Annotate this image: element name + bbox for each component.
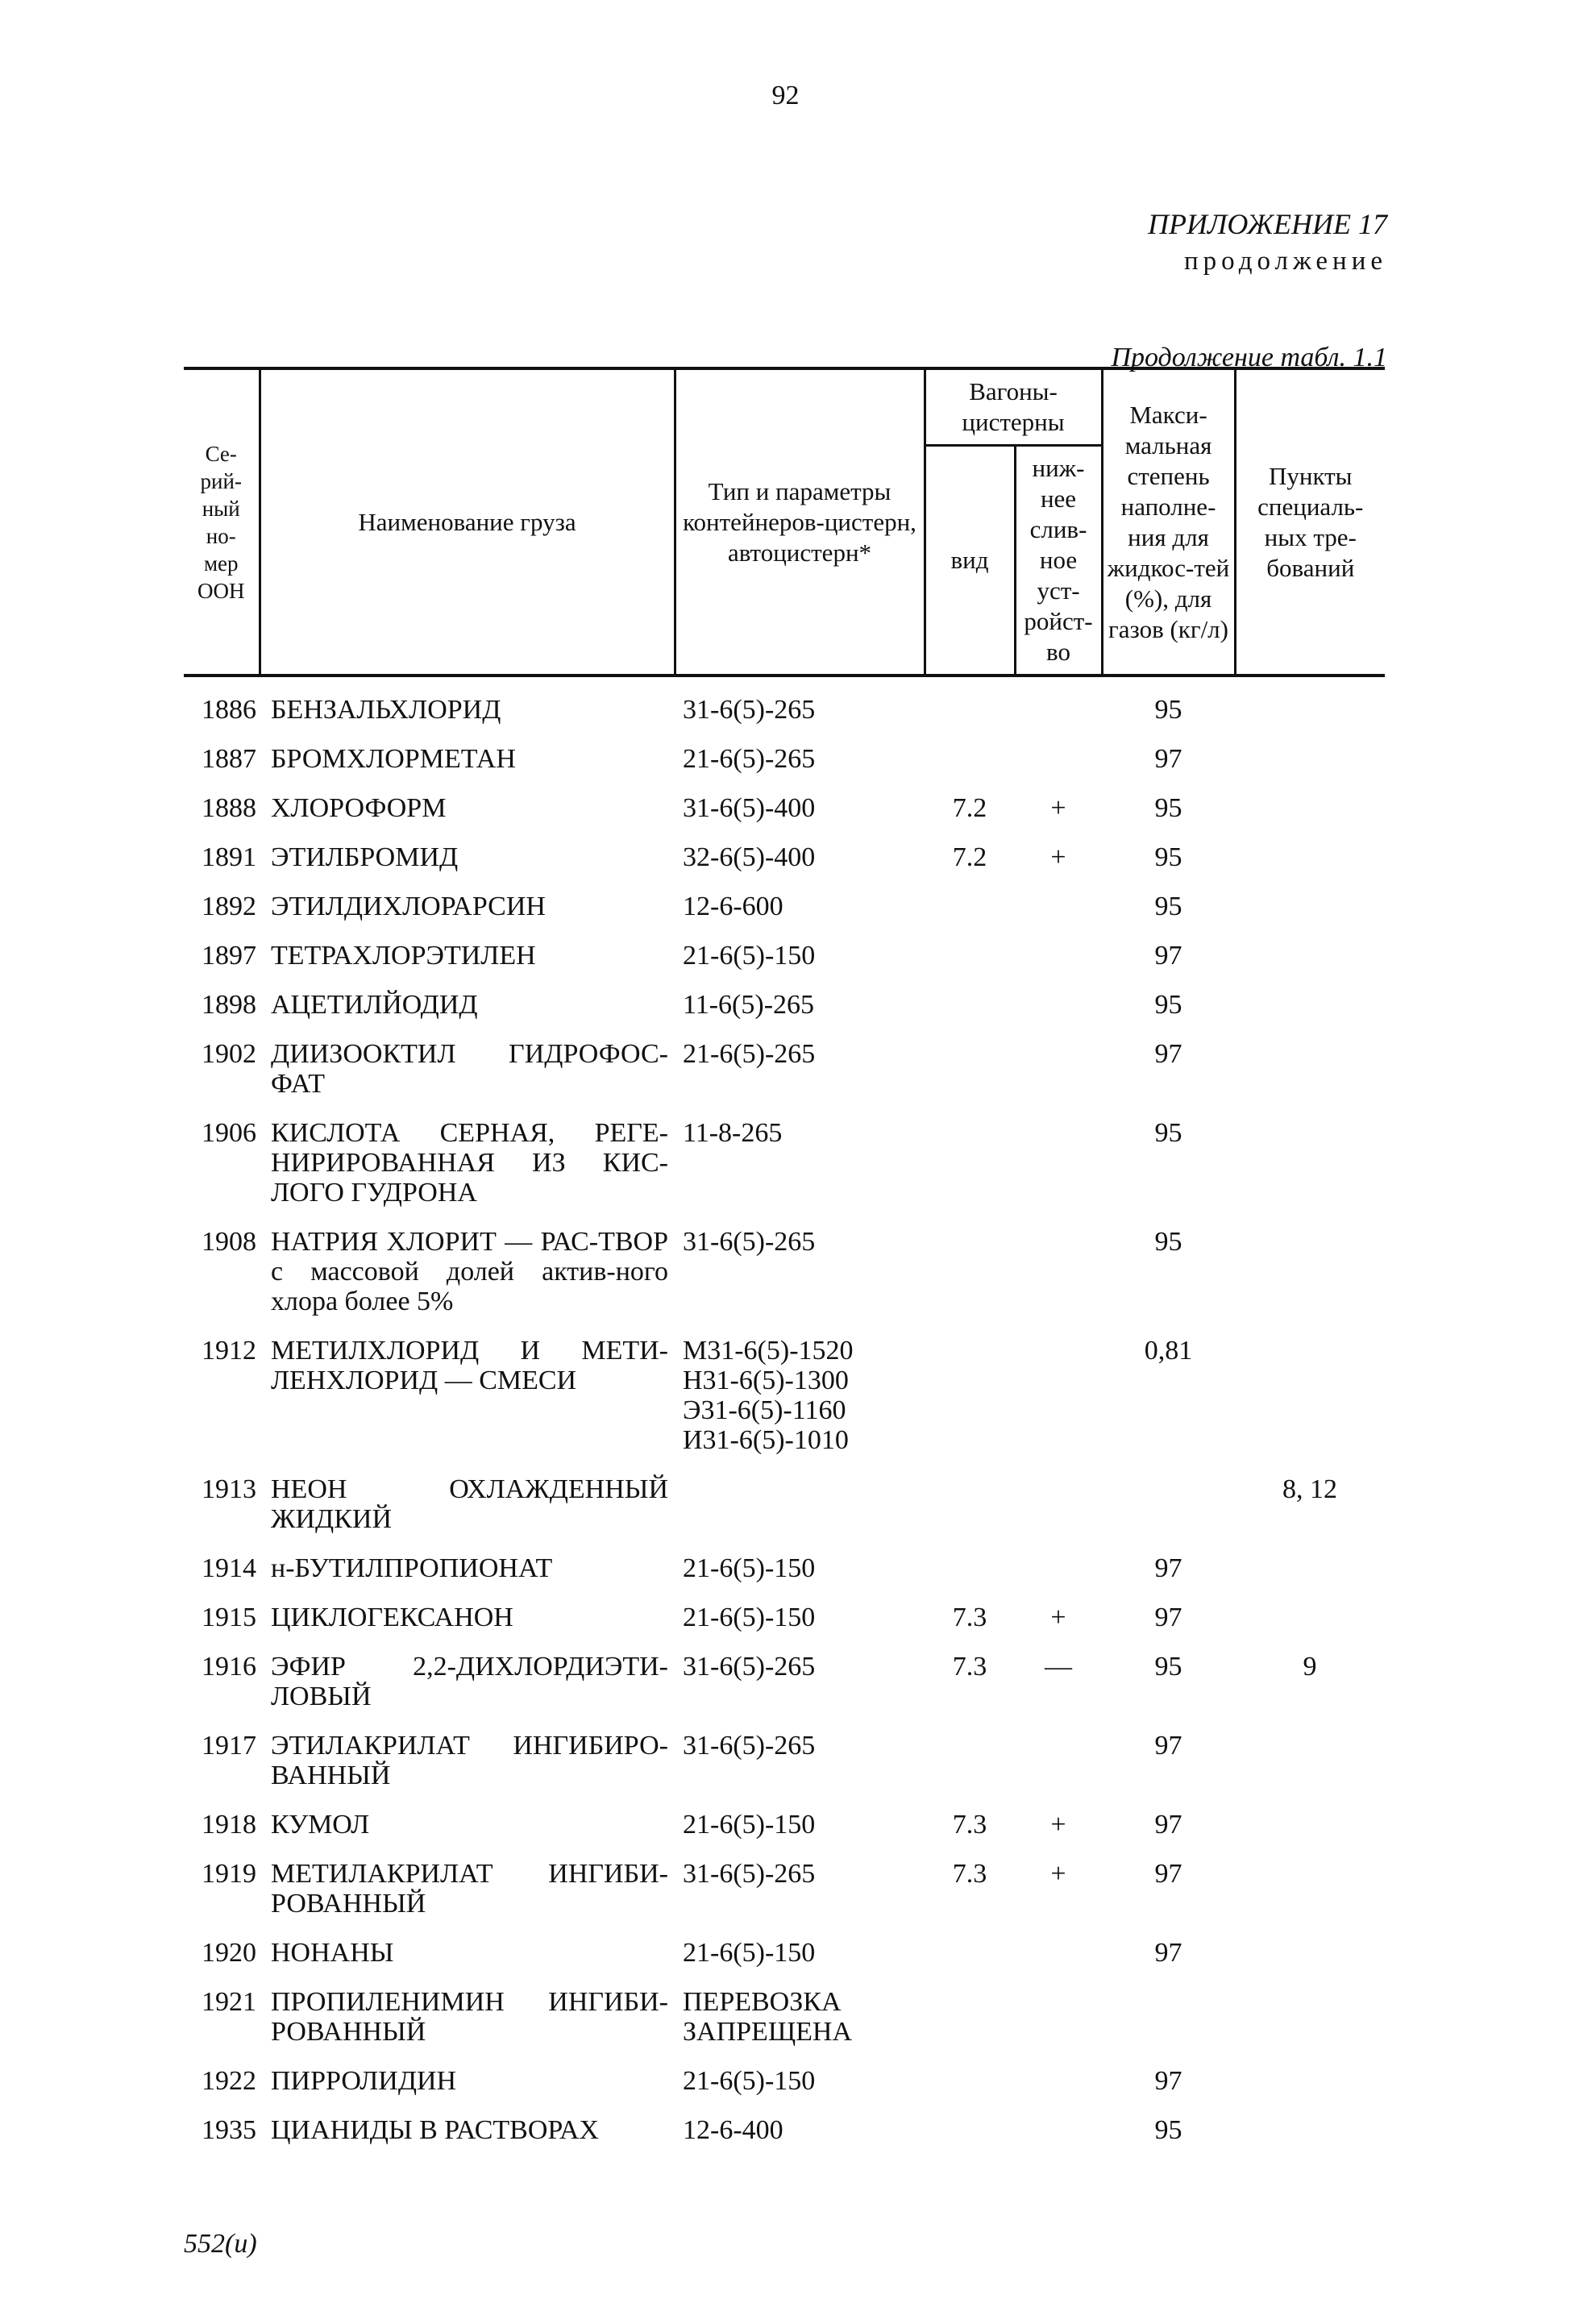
cell-cargo-name: НЕОН ОХЛАЖДЕННЫЙ ЖИДКИЙ bbox=[271, 1474, 668, 1534]
cell-wagon-kind: 7.3 bbox=[952, 1810, 987, 1840]
cell-container-type: ПЕРЕВОЗКА ЗАПРЕЩЕНА bbox=[683, 1987, 852, 2047]
cell-cargo-name: ТЕТРАХЛОРЭТИЛЕН bbox=[271, 941, 536, 971]
cargo-table bbox=[184, 367, 1385, 2154]
cell-container-type: 21-6(5)-150 bbox=[683, 1938, 816, 1968]
cell-max-fill: 97 bbox=[1154, 1553, 1182, 1583]
cell-cargo-name: ЭТИЛАКРИЛАТ ИНГИБИРО-ВАННЫЙ bbox=[271, 1731, 668, 1790]
cell-cargo-name: БЕНЗАЛЬХЛОРИД bbox=[271, 695, 501, 725]
cell-bottom-drain bbox=[1015, 1108, 1102, 1216]
cell-bottom-drain bbox=[1015, 1464, 1102, 1543]
cell-max-fill: 97 bbox=[1154, 2066, 1182, 2096]
cell-cargo-name: БРОМХЛОРМЕТАН bbox=[271, 744, 516, 774]
table-row bbox=[184, 2056, 1385, 2105]
cell-max-fill bbox=[1102, 1464, 1235, 1543]
table-row bbox=[184, 1592, 1385, 1641]
cell-wagon-kind bbox=[925, 1927, 1015, 1977]
cell-container-type: 21-6(5)-265 bbox=[683, 1039, 816, 1069]
cell-container-type: 31-6(5)-265 bbox=[683, 1731, 816, 1761]
header-special-requirements: Пункты специаль-ных тре-бований bbox=[1235, 368, 1385, 676]
cell-special-requirements bbox=[1235, 1029, 1385, 1108]
page-number: 92 bbox=[771, 81, 800, 110]
cell-special-requirements bbox=[1235, 783, 1385, 832]
cell-wagon-kind bbox=[925, 979, 1015, 1029]
cell-max-fill: 95 bbox=[1154, 2115, 1182, 2145]
cell-serial-number: 1913 bbox=[202, 1474, 256, 1504]
cell-bottom-drain bbox=[1015, 1325, 1102, 1464]
header-container-type: Тип и параметры контейнеров-цистерн, автоцистерн* bbox=[675, 368, 925, 676]
table-row bbox=[184, 783, 1385, 832]
cell-cargo-name: ЭФИР 2,2-ДИХЛОРДИЭТИ-ЛОВЫЙ bbox=[271, 1652, 668, 1711]
cell-bottom-drain: + bbox=[1050, 1603, 1066, 1632]
cell-special-requirements bbox=[1235, 1977, 1385, 2056]
cell-serial-number: 1892 bbox=[202, 892, 256, 921]
cell-container-type: 21-6(5)-150 bbox=[683, 2066, 816, 2096]
appendix-header bbox=[1148, 206, 1387, 280]
header-kind: вид bbox=[925, 446, 1015, 676]
table-row bbox=[184, 1641, 1385, 1720]
cell-special-requirements bbox=[1235, 930, 1385, 979]
cell-container-type: 21-6(5)-265 bbox=[683, 744, 816, 774]
cell-wagon-kind bbox=[925, 1029, 1015, 1108]
cell-container-type: 32-6(5)-400 bbox=[683, 842, 816, 872]
cell-special-requirements bbox=[1235, 2105, 1385, 2154]
cell-max-fill bbox=[1102, 1977, 1235, 2056]
footer-code: 552(и) bbox=[184, 2229, 257, 2259]
cell-max-fill: 95 bbox=[1154, 1652, 1182, 1682]
cell-cargo-name: ПРОПИЛЕНИМИН ИНГИБИ-РОВАННЫЙ bbox=[271, 1987, 668, 2047]
table-row bbox=[184, 1977, 1385, 2056]
cell-bottom-drain bbox=[1015, 930, 1102, 979]
cell-bottom-drain bbox=[1015, 676, 1102, 734]
table-row bbox=[184, 1216, 1385, 1325]
cell-bottom-drain bbox=[1015, 734, 1102, 783]
table-row bbox=[184, 1325, 1385, 1464]
cell-wagon-kind bbox=[925, 1325, 1015, 1464]
cell-bottom-drain bbox=[1015, 1720, 1102, 1799]
cell-wagon-kind bbox=[925, 930, 1015, 979]
cell-container-type: 21-6(5)-150 bbox=[683, 1603, 816, 1632]
cell-wagon-kind bbox=[925, 1108, 1015, 1216]
table-row bbox=[184, 1029, 1385, 1108]
cell-wagon-kind bbox=[925, 734, 1015, 783]
cell-max-fill: 97 bbox=[1154, 1938, 1182, 1968]
cell-container-type bbox=[675, 1464, 925, 1543]
cell-serial-number: 1914 bbox=[202, 1553, 256, 1583]
cell-serial-number: 1917 bbox=[202, 1731, 256, 1761]
cell-wagon-kind: 7.2 bbox=[952, 842, 987, 872]
table-row bbox=[184, 979, 1385, 1029]
cell-cargo-name: н-БУТИЛПРОПИОНАТ bbox=[271, 1553, 553, 1583]
cell-special-requirements bbox=[1235, 979, 1385, 1029]
header-max-fill: Макси-мальная степень наполне-ния для жидкос-тей (%), для газов (кг/л) bbox=[1102, 368, 1235, 676]
cell-max-fill: 0,81 bbox=[1144, 1336, 1193, 1366]
cell-bottom-drain bbox=[1015, 1216, 1102, 1325]
table-row bbox=[184, 1848, 1385, 1927]
cell-cargo-name: ПИРРОЛИДИН bbox=[271, 2066, 457, 2096]
table-row bbox=[184, 832, 1385, 881]
table-row bbox=[184, 1108, 1385, 1216]
cell-cargo-name: НОНАНЫ bbox=[271, 1938, 394, 1968]
table-row bbox=[184, 1799, 1385, 1848]
appendix-title: ПРИЛОЖЕНИЕ 17 bbox=[1148, 208, 1387, 240]
cell-wagon-kind bbox=[925, 1464, 1015, 1543]
cell-wagon-kind bbox=[925, 1977, 1015, 2056]
cell-bottom-drain: + bbox=[1050, 1859, 1066, 1889]
cell-cargo-name: ЦИКЛОГЕКСАНОН bbox=[271, 1603, 513, 1632]
cell-container-type: 31-6(5)-265 bbox=[683, 695, 816, 725]
cell-serial-number: 1888 bbox=[202, 793, 256, 823]
cell-wagon-kind bbox=[925, 1720, 1015, 1799]
cell-special-requirements bbox=[1235, 734, 1385, 783]
cell-cargo-name: КУМОЛ bbox=[271, 1810, 370, 1840]
cell-max-fill: 95 bbox=[1154, 695, 1182, 725]
cell-cargo-name: МЕТИЛАКРИЛАТ ИНГИБИ-РОВАННЫЙ bbox=[271, 1859, 668, 1919]
cell-serial-number: 1886 bbox=[202, 695, 256, 725]
header-cargo-name: Наименование груза bbox=[260, 368, 675, 676]
cell-container-type: 31-6(5)-400 bbox=[683, 793, 816, 823]
appendix-subtitle: продолжение bbox=[1183, 247, 1387, 276]
cell-serial-number: 1906 bbox=[202, 1118, 256, 1148]
cell-serial-number: 1920 bbox=[202, 1938, 256, 1968]
cell-max-fill: 95 bbox=[1154, 1118, 1182, 1148]
cell-wagon-kind: 7.3 bbox=[952, 1859, 987, 1889]
cell-special-requirements bbox=[1235, 2056, 1385, 2105]
cell-serial-number: 1922 bbox=[202, 2066, 256, 2096]
cell-wagon-kind bbox=[925, 881, 1015, 930]
cell-cargo-name: НАТРИЯ ХЛОРИТ — РАС-ТВОР с массовой долей актив-ного хлора более 5% bbox=[271, 1227, 668, 1316]
cell-special-requirements bbox=[1235, 832, 1385, 881]
cell-container-type: 21-6(5)-150 bbox=[683, 941, 816, 971]
cell-bottom-drain: — bbox=[1045, 1652, 1072, 1682]
cell-bottom-drain bbox=[1015, 1543, 1102, 1592]
cell-special-requirements bbox=[1235, 1927, 1385, 1977]
table-row bbox=[184, 1927, 1385, 1977]
cell-cargo-name: ЭТИЛБРОМИД bbox=[271, 842, 459, 872]
table-row bbox=[184, 1543, 1385, 1592]
cell-special-requirements: 9 bbox=[1303, 1652, 1317, 1682]
cell-bottom-drain bbox=[1015, 979, 1102, 1029]
cell-container-type: 11-8-265 bbox=[683, 1118, 783, 1148]
cell-cargo-name: КИСЛОТА СЕРНАЯ, РЕГЕ-НИРИРОВАННАЯ ИЗ КИС-ЛОГО ГУДРОНА bbox=[271, 1118, 668, 1208]
cell-special-requirements bbox=[1235, 1848, 1385, 1927]
cell-bottom-drain bbox=[1015, 1977, 1102, 2056]
cell-serial-number: 1891 bbox=[202, 842, 256, 872]
cell-wagon-kind bbox=[925, 2105, 1015, 2154]
cell-container-type: 12-6-600 bbox=[683, 892, 783, 921]
cell-serial-number: 1897 bbox=[202, 941, 256, 971]
cell-max-fill: 95 bbox=[1154, 793, 1182, 823]
cell-container-type: 21-6(5)-150 bbox=[683, 1553, 816, 1583]
cell-container-type: М31-6(5)-1520 Н31-6(5)-1300 Э31-6(5)-1160 И31-6(5)-1010 bbox=[683, 1336, 854, 1455]
cell-cargo-name: МЕТИЛХЛОРИД И МЕТИ-ЛЕНХЛОРИД — СМЕСИ bbox=[271, 1336, 668, 1395]
cell-wagon-kind: 7.3 bbox=[952, 1652, 987, 1682]
cell-cargo-name: ЭТИЛДИХЛОРАРСИН bbox=[271, 892, 546, 921]
cell-bottom-drain bbox=[1015, 881, 1102, 930]
cell-serial-number: 1898 bbox=[202, 990, 256, 1020]
cell-container-type: 11-6(5)-265 bbox=[683, 990, 815, 1020]
cell-serial-number: 1887 bbox=[202, 744, 256, 774]
cell-container-type: 31-6(5)-265 bbox=[683, 1859, 816, 1889]
table-row bbox=[184, 881, 1385, 930]
cell-max-fill: 95 bbox=[1154, 842, 1182, 872]
table-body bbox=[184, 676, 1385, 2154]
cell-max-fill: 97 bbox=[1154, 941, 1182, 971]
cell-max-fill: 97 bbox=[1154, 1810, 1182, 1840]
cell-max-fill: 97 bbox=[1154, 1731, 1182, 1761]
cell-wagon-kind bbox=[925, 1216, 1015, 1325]
header-wagons: Вагоны-цистерны bbox=[925, 368, 1102, 446]
cell-container-type: 31-6(5)-265 bbox=[683, 1227, 816, 1257]
cell-serial-number: 1912 bbox=[202, 1336, 256, 1366]
cell-wagon-kind bbox=[925, 1543, 1015, 1592]
cell-serial-number: 1918 bbox=[202, 1810, 256, 1840]
cell-max-fill: 97 bbox=[1154, 1603, 1182, 1632]
cell-serial-number: 1921 bbox=[202, 1987, 256, 2017]
cell-cargo-name: ЦИАНИДЫ В РАСТВОРАХ bbox=[271, 2115, 600, 2145]
cell-wagon-kind: 7.2 bbox=[952, 793, 987, 823]
cell-max-fill: 97 bbox=[1154, 1859, 1182, 1889]
cell-serial-number: 1916 bbox=[202, 1652, 256, 1682]
cell-max-fill: 97 bbox=[1154, 1039, 1182, 1069]
table-row bbox=[184, 734, 1385, 783]
table-row bbox=[184, 930, 1385, 979]
table-continuation-label: Продолжение табл. 1.1 bbox=[1111, 343, 1387, 372]
cell-special-requirements bbox=[1235, 1108, 1385, 1216]
table-row bbox=[184, 1464, 1385, 1543]
cell-wagon-kind bbox=[925, 2056, 1015, 2105]
cell-container-type: 31-6(5)-265 bbox=[683, 1652, 816, 1682]
cell-max-fill: 95 bbox=[1154, 1227, 1182, 1257]
cell-special-requirements bbox=[1235, 1720, 1385, 1799]
cell-bottom-drain bbox=[1015, 2056, 1102, 2105]
cell-bottom-drain bbox=[1015, 1029, 1102, 1108]
table-row bbox=[184, 1720, 1385, 1799]
cell-bottom-drain: + bbox=[1050, 842, 1066, 872]
cell-serial-number: 1919 bbox=[202, 1859, 256, 1889]
cell-wagon-kind bbox=[925, 676, 1015, 734]
cell-max-fill: 95 bbox=[1154, 892, 1182, 921]
cell-wagon-kind: 7.3 bbox=[952, 1603, 987, 1632]
cell-container-type: 21-6(5)-150 bbox=[683, 1810, 816, 1840]
cell-special-requirements bbox=[1235, 676, 1385, 734]
cell-bottom-drain bbox=[1015, 1927, 1102, 1977]
cell-serial-number: 1915 bbox=[202, 1603, 256, 1632]
cell-special-requirements bbox=[1235, 1325, 1385, 1464]
cell-serial-number: 1902 bbox=[202, 1039, 256, 1069]
cell-special-requirements bbox=[1235, 1592, 1385, 1641]
table-row bbox=[184, 676, 1385, 734]
cell-max-fill: 97 bbox=[1154, 744, 1182, 774]
cell-bottom-drain: + bbox=[1050, 793, 1066, 823]
cell-special-requirements bbox=[1235, 1216, 1385, 1325]
cell-container-type: 12-6-400 bbox=[683, 2115, 783, 2145]
cell-cargo-name: ХЛОРОФОРМ bbox=[271, 793, 447, 823]
cell-special-requirements bbox=[1235, 881, 1385, 930]
cell-cargo-name: ДИИЗООКТИЛ ГИДРОФОС-ФАТ bbox=[271, 1039, 668, 1099]
cell-cargo-name: АЦЕТИЛЙОДИД bbox=[271, 990, 478, 1020]
cell-bottom-drain bbox=[1015, 2105, 1102, 2154]
cell-max-fill: 95 bbox=[1154, 990, 1182, 1020]
cell-special-requirements: 8, 12 bbox=[1282, 1474, 1338, 1504]
cell-special-requirements bbox=[1235, 1543, 1385, 1592]
table-row bbox=[184, 2105, 1385, 2154]
cell-serial-number: 1935 bbox=[202, 2115, 256, 2145]
header-serial-number: Се- рий- ный но- мер ООН bbox=[184, 368, 260, 676]
cell-bottom-drain: + bbox=[1050, 1810, 1066, 1840]
cell-special-requirements bbox=[1235, 1799, 1385, 1848]
cell-serial-number: 1908 bbox=[202, 1227, 256, 1257]
header-bottom-drain: ниж-нее слив-ное уст-ройст-во bbox=[1015, 446, 1102, 676]
